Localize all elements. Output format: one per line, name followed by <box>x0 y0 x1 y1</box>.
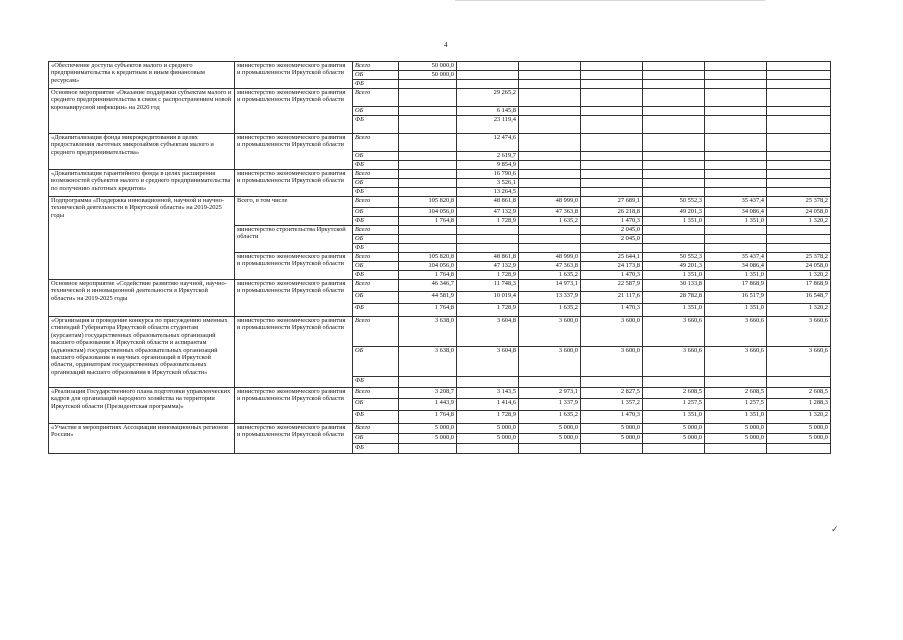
value-2025-cell: 24 058,0 <box>767 208 831 217</box>
value-2025-cell: 1 320,2 <box>767 304 831 317</box>
value-2020-cell: 23 119,4 <box>457 116 519 134</box>
value-2024-cell: 3 660,6 <box>705 317 767 347</box>
value-2025-cell <box>767 89 831 107</box>
value-2019-cell: 1 764,8 <box>399 411 457 424</box>
value-2025-cell: 2 608,5 <box>767 388 831 399</box>
value-2021-cell: 5 000,0 <box>519 434 581 444</box>
value-2023-cell <box>643 244 705 253</box>
funding-source-cell: ФБ <box>353 304 399 317</box>
value-2022-cell: 3 600,0 <box>581 317 643 347</box>
value-2024-cell: 1 351,0 <box>705 411 767 424</box>
value-2019-cell: 3 208,7 <box>399 388 457 399</box>
value-2019-cell <box>399 377 457 388</box>
value-2022-cell: 3 600,0 <box>581 347 643 377</box>
value-2023-cell: 28 782,8 <box>643 292 705 304</box>
value-2019-cell: 3 638,0 <box>399 317 457 347</box>
value-2022-cell <box>581 188 643 197</box>
table-row <box>49 197 831 208</box>
value-2019-cell <box>399 170 457 179</box>
value-2022-cell: 24 173,8 <box>581 262 643 271</box>
value-2022-cell: 22 587,9 <box>581 280 643 292</box>
table-row <box>49 424 831 434</box>
value-2020-cell: 29 265,2 <box>457 89 519 107</box>
value-2019-cell <box>399 152 457 161</box>
value-2021-cell: 48 999,0 <box>519 197 581 208</box>
activity-name-cell: Подпрограмма «Поддержка инновационной, научной и научно-технической деятельности в Иркутской области» на 2019-2025 годы <box>49 197 235 280</box>
value-2025-cell: 1 320,2 <box>767 411 831 424</box>
activity-name-cell: «Участие в мероприятиях Ассоциации инновационных регионов России» <box>49 424 235 454</box>
table-row <box>49 280 831 292</box>
value-2023-cell: 49 201,3 <box>643 208 705 217</box>
value-2025-cell <box>767 444 831 454</box>
value-2022-cell <box>581 161 643 170</box>
funding-source-cell: ФБ <box>353 116 399 134</box>
value-2022-cell <box>581 179 643 188</box>
responsible-cell: министерство экономического развития и промышленности Иркутской области <box>235 317 353 388</box>
funding-source-cell: ОБ <box>353 347 399 377</box>
value-2022-cell: 1 470,3 <box>581 304 643 317</box>
value-2024-cell: 34 086,4 <box>705 208 767 217</box>
value-2024-cell: 35 437,4 <box>705 253 767 262</box>
value-2020-cell <box>457 226 519 235</box>
value-2023-cell: 2 608,5 <box>643 388 705 399</box>
value-2023-cell <box>643 188 705 197</box>
value-2024-cell: 1 351,0 <box>705 304 767 317</box>
value-2020-cell <box>457 244 519 253</box>
activity-name-cell: «Докапитализация фонда микрокредитования в целях предоставления льготных микрозаймов субъектам малого и среднего предпринимательства» <box>49 134 235 170</box>
value-2024-cell: 1 257,5 <box>705 399 767 411</box>
value-2020-cell <box>457 80 519 89</box>
funding-source-cell: ОБ <box>353 399 399 411</box>
value-2022-cell: 25 644,1 <box>581 253 643 262</box>
value-2024-cell <box>705 161 767 170</box>
activity-name-cell: «Обеспечение доступа субъектов малого и среднего предпринимательства к кредитным и иным финансовым ресурсам» <box>49 62 235 89</box>
value-2020-cell <box>457 235 519 244</box>
value-2023-cell <box>643 62 705 71</box>
value-2021-cell <box>519 188 581 197</box>
value-2025-cell <box>767 244 831 253</box>
funding-source-cell: ФБ <box>353 80 399 89</box>
value-2020-cell: 16 790,6 <box>457 170 519 179</box>
value-2025-cell <box>767 62 831 71</box>
value-2020-cell: 1 728,9 <box>457 304 519 317</box>
funding-source-cell: Всего <box>353 424 399 434</box>
value-2022-cell: 26 218,8 <box>581 208 643 217</box>
value-2020-cell <box>457 71 519 80</box>
value-2020-cell <box>457 444 519 454</box>
value-2021-cell <box>519 71 581 80</box>
table-row <box>49 388 831 399</box>
value-2023-cell: 1 351,0 <box>643 217 705 226</box>
value-2020-cell: 13 264,5 <box>457 188 519 197</box>
responsible-cell: министерство экономического развития и промышленности Иркутской области <box>235 280 353 317</box>
value-2022-cell <box>581 107 643 116</box>
value-2023-cell: 5 000,0 <box>643 424 705 434</box>
value-2019-cell <box>399 235 457 244</box>
value-2020-cell: 1 728,9 <box>457 271 519 280</box>
funding-source-cell: ОБ <box>353 434 399 444</box>
value-2022-cell <box>581 116 643 134</box>
activity-name-cell: Основное мероприятие «Содействие развитию научной, научно-технической и инновационной деятельности в Иркутской области» на 2019-2025 годы <box>49 280 235 317</box>
funding-source-cell: Всего <box>353 170 399 179</box>
value-2019-cell <box>399 107 457 116</box>
funding-source-cell: ФБ <box>353 161 399 170</box>
value-2019-cell: 1 443,9 <box>399 399 457 411</box>
funding-source-cell: Всего <box>353 253 399 262</box>
value-2025-cell <box>767 188 831 197</box>
value-2024-cell <box>705 62 767 71</box>
value-2021-cell: 13 337,9 <box>519 292 581 304</box>
value-2022-cell <box>581 444 643 454</box>
value-2020-cell: 10 019,4 <box>457 292 519 304</box>
value-2022-cell: 1 470,3 <box>581 411 643 424</box>
value-2025-cell <box>767 80 831 89</box>
funding-source-cell: ОБ <box>353 107 399 116</box>
value-2022-cell <box>581 62 643 71</box>
funding-source-cell: ФБ <box>353 244 399 253</box>
value-2025-cell <box>767 226 831 235</box>
value-2024-cell: 5 000,0 <box>705 424 767 434</box>
value-2023-cell <box>643 179 705 188</box>
value-2024-cell <box>705 188 767 197</box>
value-2019-cell: 104 056,0 <box>399 262 457 271</box>
value-2024-cell: 5 000,0 <box>705 434 767 444</box>
value-2021-cell <box>519 116 581 134</box>
value-2023-cell <box>643 89 705 107</box>
value-2021-cell <box>519 89 581 107</box>
value-2021-cell <box>519 134 581 152</box>
activity-name-cell: «Докапитализация гарантийного фонда в целях расширения возможностей субъектов малого и среднего предпринимательства по получению льготных кредитов» <box>49 170 235 197</box>
value-2021-cell <box>519 107 581 116</box>
value-2019-cell: 5 000,0 <box>399 434 457 444</box>
value-2020-cell: 3 143,5 <box>457 388 519 399</box>
value-2023-cell: 1 351,0 <box>643 304 705 317</box>
value-2020-cell: 1 414,6 <box>457 399 519 411</box>
value-2021-cell: 1 635,2 <box>519 411 581 424</box>
value-2021-cell <box>519 170 581 179</box>
value-2023-cell: 1 351,0 <box>643 411 705 424</box>
funding-source-cell: Всего <box>353 134 399 152</box>
funding-source-cell: ФБ <box>353 217 399 226</box>
value-2024-cell <box>705 107 767 116</box>
funding-source-cell: ФБ <box>353 444 399 454</box>
value-2019-cell <box>399 161 457 170</box>
value-2023-cell <box>643 377 705 388</box>
funding-source-cell: ФБ <box>353 188 399 197</box>
value-2021-cell: 48 999,0 <box>519 253 581 262</box>
value-2024-cell <box>705 170 767 179</box>
value-2022-cell <box>581 134 643 152</box>
value-2024-cell <box>705 134 767 152</box>
value-2024-cell: 34 086,4 <box>705 262 767 271</box>
value-2022-cell: 27 689,1 <box>581 197 643 208</box>
value-2019-cell <box>399 226 457 235</box>
value-2019-cell: 105 820,8 <box>399 253 457 262</box>
value-2019-cell: 44 581,9 <box>399 292 457 304</box>
value-2021-cell: 47 363,8 <box>519 208 581 217</box>
responsible-cell: министерство строительства Иркутской области <box>235 226 353 253</box>
value-2023-cell: 5 000,0 <box>643 434 705 444</box>
value-2023-cell: 49 201,3 <box>643 262 705 271</box>
value-2022-cell: 2 827,5 <box>581 388 643 399</box>
check-mark: ✓ <box>831 524 839 534</box>
value-2022-cell: 2 045,0 <box>581 235 643 244</box>
value-2025-cell <box>767 107 831 116</box>
value-2022-cell <box>581 377 643 388</box>
value-2023-cell <box>643 80 705 89</box>
value-2020-cell: 9 854,9 <box>457 161 519 170</box>
value-2022-cell <box>581 244 643 253</box>
value-2020-cell <box>457 377 519 388</box>
value-2024-cell: 3 660,6 <box>705 347 767 377</box>
value-2024-cell <box>705 71 767 80</box>
value-2025-cell <box>767 161 831 170</box>
value-2025-cell: 3 660,6 <box>767 347 831 377</box>
value-2021-cell: 1 635,2 <box>519 271 581 280</box>
value-2023-cell: 1 257,5 <box>643 399 705 411</box>
value-2021-cell <box>519 62 581 71</box>
table-row <box>49 62 831 71</box>
value-2022-cell <box>581 89 643 107</box>
value-2019-cell: 1 764,8 <box>399 271 457 280</box>
value-2020-cell: 1 728,9 <box>457 411 519 424</box>
funding-source-cell: ОБ <box>353 262 399 271</box>
value-2025-cell: 25 378,2 <box>767 197 831 208</box>
value-2021-cell: 14 973,1 <box>519 280 581 292</box>
value-2024-cell <box>705 116 767 134</box>
funding-source-cell: ОБ <box>353 208 399 217</box>
value-2021-cell <box>519 244 581 253</box>
responsible-cell: министерство экономического развития и промышленности Иркутской области <box>235 170 353 197</box>
value-2021-cell: 3 600,0 <box>519 347 581 377</box>
value-2025-cell <box>767 170 831 179</box>
scan-artifact-top <box>455 0 765 1</box>
value-2023-cell: 30 133,8 <box>643 280 705 292</box>
value-2021-cell: 1 635,2 <box>519 217 581 226</box>
value-2019-cell: 50 000,0 <box>399 62 457 71</box>
value-2025-cell: 16 548,7 <box>767 292 831 304</box>
value-2019-cell <box>399 80 457 89</box>
value-2023-cell <box>643 116 705 134</box>
value-2019-cell: 104 056,0 <box>399 208 457 217</box>
value-2022-cell: 5 000,0 <box>581 424 643 434</box>
value-2020-cell <box>457 62 519 71</box>
value-2025-cell: 17 868,9 <box>767 280 831 292</box>
value-2025-cell <box>767 179 831 188</box>
value-2025-cell: 5 000,0 <box>767 424 831 434</box>
value-2019-cell: 1 764,8 <box>399 217 457 226</box>
value-2022-cell: 21 117,6 <box>581 292 643 304</box>
responsible-cell: министерство экономического развития и промышленности Иркутской области <box>235 253 353 280</box>
value-2024-cell <box>705 444 767 454</box>
value-2019-cell: 1 764,8 <box>399 304 457 317</box>
value-2021-cell <box>519 80 581 89</box>
value-2025-cell: 5 000,0 <box>767 434 831 444</box>
value-2025-cell: 1 288,3 <box>767 399 831 411</box>
value-2025-cell: 25 378,2 <box>767 253 831 262</box>
value-2024-cell <box>705 89 767 107</box>
value-2019-cell <box>399 444 457 454</box>
responsible-cell: министерство экономического развития и промышленности Иркутской области <box>235 134 353 170</box>
value-2021-cell <box>519 444 581 454</box>
funding-source-cell: ОБ <box>353 179 399 188</box>
value-2024-cell: 1 351,0 <box>705 271 767 280</box>
value-2025-cell <box>767 377 831 388</box>
responsible-cell: Всего, в том числе <box>235 197 353 226</box>
value-2023-cell <box>643 226 705 235</box>
value-2025-cell: 24 058,0 <box>767 262 831 271</box>
value-2020-cell: 12 474,6 <box>457 134 519 152</box>
value-2023-cell <box>643 107 705 116</box>
value-2019-cell: 3 638,0 <box>399 347 457 377</box>
value-2019-cell <box>399 116 457 134</box>
value-2021-cell <box>519 161 581 170</box>
value-2023-cell <box>643 161 705 170</box>
value-2019-cell <box>399 134 457 152</box>
value-2022-cell: 1 470,3 <box>581 271 643 280</box>
value-2024-cell <box>705 235 767 244</box>
responsible-cell: министерство экономического развития и промышленности Иркутской области <box>235 62 353 89</box>
funding-source-cell: Всего <box>353 62 399 71</box>
value-2021-cell: 3 600,0 <box>519 317 581 347</box>
value-2021-cell: 1 635,2 <box>519 304 581 317</box>
table-row <box>49 170 831 179</box>
value-2023-cell <box>643 152 705 161</box>
funding-source-cell: Всего <box>353 226 399 235</box>
value-2022-cell <box>581 152 643 161</box>
responsible-cell: министерство экономического развития и промышленности Иркутской области <box>235 89 353 134</box>
value-2022-cell: 1 470,3 <box>581 217 643 226</box>
funding-source-cell: ФБ <box>353 411 399 424</box>
value-2019-cell: 46 346,7 <box>399 280 457 292</box>
value-2019-cell <box>399 188 457 197</box>
funding-source-cell: Всего <box>353 197 399 208</box>
responsible-cell: министерство экономического развития и промышленности Иркутской области <box>235 424 353 454</box>
value-2024-cell <box>705 244 767 253</box>
responsible-cell: министерство экономического развития и промышленности Иркутской области <box>235 388 353 424</box>
value-2025-cell <box>767 235 831 244</box>
value-2024-cell <box>705 226 767 235</box>
value-2022-cell: 5 000,0 <box>581 434 643 444</box>
value-2019-cell <box>399 89 457 107</box>
value-2021-cell <box>519 152 581 161</box>
value-2024-cell: 17 868,9 <box>705 280 767 292</box>
funding-source-cell: Всего <box>353 388 399 399</box>
activity-name-cell: Основное мероприятие «Оказание поддержки субъектам малого и среднего предпринимательства в связи с распространением новой коронавирусной инфекции» на 2020 год <box>49 89 235 134</box>
value-2025-cell <box>767 134 831 152</box>
value-2023-cell <box>643 444 705 454</box>
page-number: 4 <box>444 41 448 49</box>
value-2023-cell <box>643 134 705 152</box>
value-2021-cell <box>519 226 581 235</box>
value-2021-cell <box>519 235 581 244</box>
funding-source-cell: Всего <box>353 89 399 107</box>
value-2022-cell <box>581 71 643 80</box>
value-2020-cell: 47 132,9 <box>457 208 519 217</box>
funding-source-cell: ОБ <box>353 71 399 80</box>
value-2024-cell: 2 608,5 <box>705 388 767 399</box>
value-2023-cell <box>643 170 705 179</box>
value-2020-cell: 48 861,8 <box>457 197 519 208</box>
value-2019-cell: 105 820,8 <box>399 197 457 208</box>
value-2019-cell: 50 000,0 <box>399 71 457 80</box>
funding-source-cell: ОБ <box>353 292 399 304</box>
value-2025-cell: 3 660,6 <box>767 317 831 347</box>
value-2022-cell: 2 045,0 <box>581 226 643 235</box>
value-2020-cell: 11 748,3 <box>457 280 519 292</box>
value-2021-cell: 5 000,0 <box>519 424 581 434</box>
value-2023-cell: 1 351,0 <box>643 271 705 280</box>
value-2025-cell <box>767 116 831 134</box>
value-2019-cell: 5 000,0 <box>399 424 457 434</box>
value-2021-cell: 1 337,9 <box>519 399 581 411</box>
value-2024-cell <box>705 377 767 388</box>
funding-source-cell: ФБ <box>353 271 399 280</box>
value-2022-cell <box>581 80 643 89</box>
value-2023-cell: 50 552,3 <box>643 253 705 262</box>
value-2022-cell <box>581 170 643 179</box>
value-2024-cell: 1 351,0 <box>705 217 767 226</box>
value-2020-cell: 48 861,8 <box>457 253 519 262</box>
value-2025-cell: 1 320,2 <box>767 271 831 280</box>
value-2025-cell: 1 320,2 <box>767 217 831 226</box>
table-row <box>49 317 831 347</box>
value-2024-cell: 35 437,4 <box>705 197 767 208</box>
funding-source-cell: Всего <box>353 317 399 347</box>
value-2024-cell <box>705 152 767 161</box>
activity-name-cell: «Организация и проведение конкурса по присуждению именных стипендий Губернатора Иркутской области студентам (курсантам) государственных образовательных организаций высшего образования в Иркутской области и аспирантам (адъюнктам) государственных образовательных организаций высшего образования и научных организаций в Иркутской области, ординаторам государственных образовательных организаций высшего образования в Иркутской области» <box>49 317 235 388</box>
value-2023-cell <box>643 235 705 244</box>
funding-source-cell: ФБ <box>353 377 399 388</box>
table-row <box>49 134 831 152</box>
value-2020-cell: 47 132,9 <box>457 262 519 271</box>
value-2020-cell: 3 604,8 <box>457 347 519 377</box>
value-2020-cell: 1 728,9 <box>457 217 519 226</box>
value-2025-cell <box>767 152 831 161</box>
value-2023-cell: 3 660,6 <box>643 317 705 347</box>
value-2024-cell <box>705 179 767 188</box>
value-2020-cell: 5 000,0 <box>457 424 519 434</box>
table-row <box>49 89 831 107</box>
value-2021-cell: 2 973,1 <box>519 388 581 399</box>
value-2023-cell: 50 552,3 <box>643 197 705 208</box>
value-2023-cell: 3 660,6 <box>643 347 705 377</box>
value-2020-cell: 3 604,8 <box>457 317 519 347</box>
value-2019-cell <box>399 244 457 253</box>
value-2020-cell: 3 526,1 <box>457 179 519 188</box>
value-2020-cell: 6 145,8 <box>457 107 519 116</box>
value-2024-cell: 16 517,9 <box>705 292 767 304</box>
budget-table <box>48 61 831 454</box>
activity-name-cell: «Реализация Государственного плана подготовки управленческих кадров для организаций народного хозяйства на территории Иркутской области (Президентская программа)» <box>49 388 235 424</box>
funding-source-cell: Всего <box>353 280 399 292</box>
value-2025-cell <box>767 71 831 80</box>
funding-source-cell: ОБ <box>353 235 399 244</box>
value-2020-cell: 2 619,7 <box>457 152 519 161</box>
value-2021-cell <box>519 179 581 188</box>
value-2020-cell: 5 000,0 <box>457 434 519 444</box>
value-2021-cell <box>519 377 581 388</box>
value-2023-cell <box>643 71 705 80</box>
funding-source-cell: ОБ <box>353 152 399 161</box>
value-2019-cell <box>399 179 457 188</box>
value-2021-cell: 47 363,8 <box>519 262 581 271</box>
value-2024-cell <box>705 80 767 89</box>
value-2022-cell: 1 357,2 <box>581 399 643 411</box>
budget-table-body <box>49 62 831 454</box>
